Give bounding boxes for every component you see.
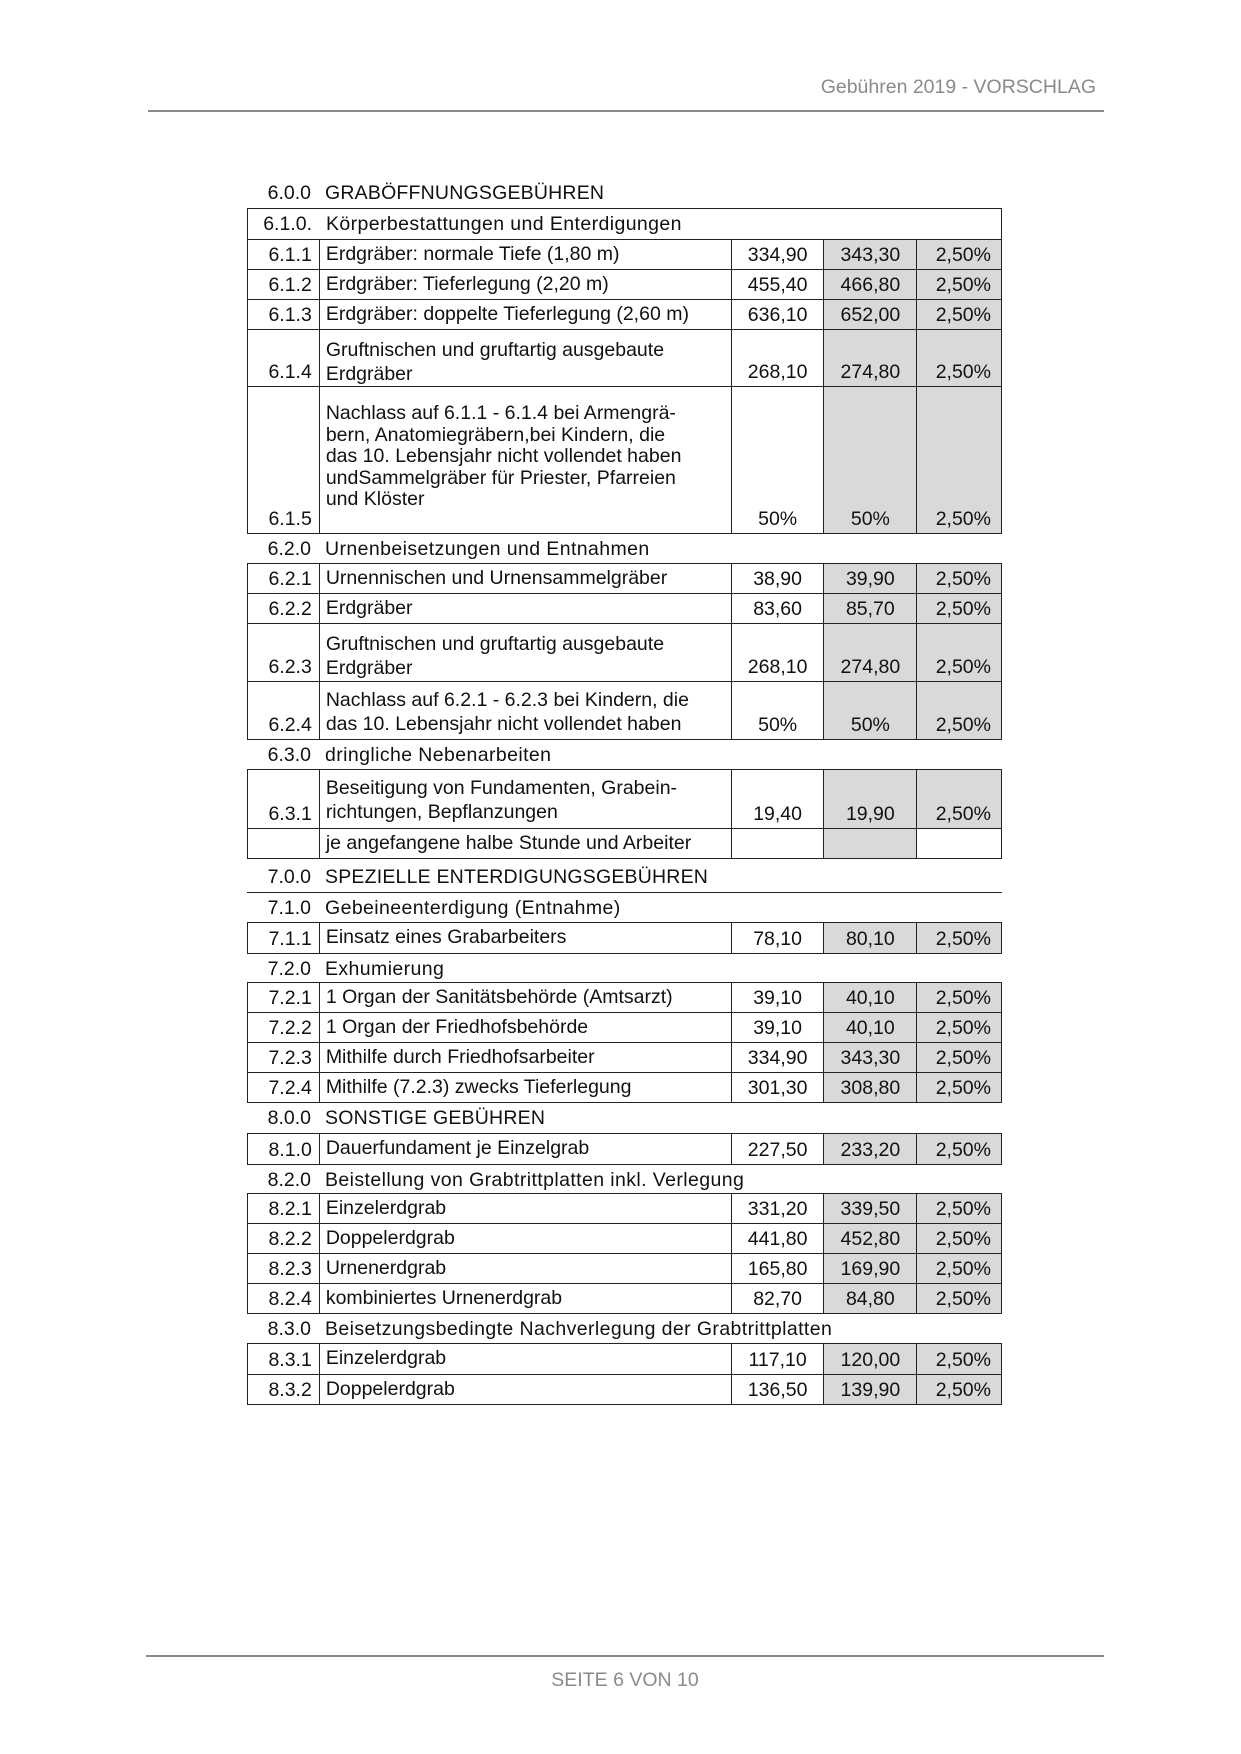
section-number: 6.3.0 bbox=[267, 744, 311, 766]
fee-old: 268,10 bbox=[732, 330, 825, 386]
fee-increase: 2,50% bbox=[917, 387, 1001, 533]
table-row bbox=[247, 240, 1002, 270]
table-row bbox=[247, 1013, 1002, 1043]
section-heading bbox=[247, 893, 1002, 922]
section-title: dringliche Nebenarbeiten bbox=[325, 744, 552, 766]
fee-new: 120,00 bbox=[824, 1344, 917, 1374]
fee-new: 40,10 bbox=[824, 1013, 917, 1042]
fee-new: 139,90 bbox=[824, 1375, 917, 1404]
section-number: 6.0.0 bbox=[267, 182, 311, 204]
item-description: 1 Organ der Friedhofsbehörde bbox=[320, 1013, 732, 1042]
item-number: 6.1.5 bbox=[248, 387, 320, 533]
fee-new: 652,00 bbox=[824, 300, 917, 329]
page-header bbox=[148, 72, 1104, 112]
fee-new: 85,70 bbox=[824, 594, 917, 623]
fee-increase: 2,50% bbox=[917, 300, 1001, 329]
fee-old: 19,40 bbox=[732, 770, 825, 828]
item-number: 6.3.1 bbox=[248, 770, 320, 828]
fee-increase: 2,50% bbox=[917, 923, 1001, 953]
item-number: 6.2.2 bbox=[248, 594, 320, 623]
section-title: SONSTIGE GEBÜHREN bbox=[325, 1107, 546, 1129]
fee-new: 80,10 bbox=[824, 923, 917, 953]
fee-old: 39,10 bbox=[732, 983, 825, 1012]
fee-increase bbox=[917, 829, 1001, 858]
fee-increase: 2,50% bbox=[917, 1224, 1001, 1253]
item-description: Nachlass auf 6.2.1 - 6.2.3 bei Kindern, die das 10. Lebensjahr nicht vollendet haben bbox=[320, 682, 732, 739]
item-description: 1 Organ der Sanitätsbehörde (Amtsarzt) bbox=[320, 983, 732, 1012]
section-heading bbox=[247, 862, 1002, 892]
item-number: 6.2.3 bbox=[248, 624, 320, 681]
fee-old: 117,10 bbox=[732, 1344, 825, 1374]
fee-increase: 2,50% bbox=[917, 682, 1001, 739]
table-row bbox=[247, 829, 1002, 859]
item-description: Erdgräber bbox=[320, 594, 732, 623]
fee-new: 84,80 bbox=[824, 1284, 917, 1313]
section-number: 6.1.0. bbox=[263, 213, 312, 235]
fee-new: 40,10 bbox=[824, 983, 917, 1012]
table-row bbox=[247, 682, 1002, 740]
item-number: 8.2.3 bbox=[248, 1254, 320, 1283]
page-footer bbox=[146, 1655, 1104, 1691]
section-heading bbox=[247, 208, 1002, 240]
fee-increase: 2,50% bbox=[917, 1284, 1001, 1313]
item-description: Gruftnischen und gruftartig ausgebaute Erdgräber bbox=[320, 624, 732, 681]
table-row bbox=[247, 1073, 1002, 1103]
item-description: Einzelerdgrab bbox=[320, 1344, 732, 1374]
table-row bbox=[247, 330, 1002, 387]
item-number: 6.2.1 bbox=[248, 564, 320, 593]
table-row bbox=[247, 1224, 1002, 1254]
item-description: Gruftnischen und gruftartig ausgebaute Erdgräber bbox=[320, 330, 732, 386]
fee-new bbox=[824, 829, 917, 858]
fee-new: 308,80 bbox=[824, 1073, 917, 1102]
section-number: 8.2.0 bbox=[267, 1169, 311, 1191]
item-number: 6.1.1 bbox=[248, 240, 320, 269]
fee-old: 334,90 bbox=[732, 240, 825, 269]
item-description: Nachlass auf 6.1.1 - 6.1.4 bei Armengrä- bern, Anatomiegräbern,bei Kindern, die das 10. Lebensjahr nicht vollendet haben undSammelgräber für Priester, Pfarreien und Klöster bbox=[320, 387, 732, 533]
table-row bbox=[247, 563, 1002, 594]
table-row bbox=[247, 1193, 1002, 1224]
section-heading bbox=[247, 1103, 1002, 1133]
section-title: Beistellung von Grabtrittplatten inkl. Verlegung bbox=[325, 1169, 745, 1191]
fee-old: 50% bbox=[732, 387, 825, 533]
section-title: Urnenbeisetzungen und Entnahmen bbox=[325, 538, 650, 560]
fee-increase: 2,50% bbox=[917, 1013, 1001, 1042]
item-description: je angefangene halbe Stunde und Arbeiter bbox=[320, 829, 732, 858]
fee-new: 233,20 bbox=[824, 1134, 917, 1164]
table-row bbox=[247, 624, 1002, 682]
item-number bbox=[248, 829, 320, 858]
fee-old: 50% bbox=[732, 682, 825, 739]
fee-old: 636,10 bbox=[732, 300, 825, 329]
section-heading bbox=[247, 534, 1002, 563]
fee-old: 441,80 bbox=[732, 1224, 825, 1253]
item-description: kombiniertes Urnenerdgrab bbox=[320, 1284, 732, 1313]
item-number: 7.2.2 bbox=[248, 1013, 320, 1042]
fee-new: 169,90 bbox=[824, 1254, 917, 1283]
item-number: 6.1.2 bbox=[248, 270, 320, 299]
item-number: 7.1.1 bbox=[248, 923, 320, 953]
item-description: Erdgräber: doppelte Tieferlegung (2,60 m) bbox=[320, 300, 732, 329]
item-number: 8.3.1 bbox=[248, 1344, 320, 1374]
fee-old: 39,10 bbox=[732, 1013, 825, 1042]
fee-increase: 2,50% bbox=[917, 330, 1001, 386]
item-number: 7.2.3 bbox=[248, 1043, 320, 1072]
fee-old: 165,80 bbox=[732, 1254, 825, 1283]
section-heading bbox=[247, 954, 1002, 982]
fee-increase: 2,50% bbox=[917, 1375, 1001, 1404]
fee-new: 339,50 bbox=[824, 1194, 917, 1223]
item-number: 7.2.4 bbox=[248, 1073, 320, 1102]
table-row bbox=[247, 1043, 1002, 1073]
table-row bbox=[247, 769, 1002, 829]
table-row bbox=[247, 1375, 1002, 1405]
fee-increase: 2,50% bbox=[917, 1194, 1001, 1223]
fee-old: 82,70 bbox=[732, 1284, 825, 1313]
section-heading bbox=[247, 740, 1002, 769]
section-heading bbox=[247, 182, 1002, 208]
item-description: Urnenerdgrab bbox=[320, 1254, 732, 1283]
fee-new: 50% bbox=[824, 387, 917, 533]
item-description: Beseitigung von Fundamenten, Grabein- richtungen, Bepflanzungen bbox=[320, 770, 732, 828]
table-row bbox=[247, 300, 1002, 330]
table-row bbox=[247, 1254, 1002, 1284]
fee-new: 466,80 bbox=[824, 270, 917, 299]
section-title: Körperbestattungen und Enterdigungen bbox=[326, 213, 682, 235]
item-number: 8.2.2 bbox=[248, 1224, 320, 1253]
item-description: Mithilfe (7.2.3) zwecks Tieferlegung bbox=[320, 1073, 732, 1102]
fee-new: 452,80 bbox=[824, 1224, 917, 1253]
item-description: Einzelerdgrab bbox=[320, 1194, 732, 1223]
section-title: Gebeineenterdigung (Entnahme) bbox=[325, 897, 621, 919]
fee-increase: 2,50% bbox=[917, 1254, 1001, 1283]
fee-old: 334,90 bbox=[732, 1043, 825, 1072]
table-row bbox=[247, 270, 1002, 300]
item-description: Dauerfundament je Einzelgrab bbox=[320, 1134, 732, 1164]
item-description: Urnennischen und Urnensammelgräber bbox=[320, 564, 732, 593]
section-title: Exhumierung bbox=[325, 958, 445, 980]
item-description: Doppelerdgrab bbox=[320, 1375, 732, 1404]
item-number: 6.1.3 bbox=[248, 300, 320, 329]
section-number: 6.2.0 bbox=[267, 538, 311, 560]
table-row bbox=[247, 1343, 1002, 1375]
table-row bbox=[247, 387, 1002, 534]
fee-new: 343,30 bbox=[824, 1043, 917, 1072]
fee-increase: 2,50% bbox=[917, 594, 1001, 623]
item-description: Einsatz eines Grabarbeiters bbox=[320, 923, 732, 953]
table-row bbox=[247, 594, 1002, 624]
fee-new: 274,80 bbox=[824, 330, 917, 386]
fee-increase: 2,50% bbox=[917, 983, 1001, 1012]
item-number: 6.1.4 bbox=[248, 330, 320, 386]
table-row bbox=[247, 1133, 1002, 1165]
section-title: SPEZIELLE ENTERDIGUNGSGEBÜHREN bbox=[325, 866, 709, 888]
item-description: Mithilfe durch Friedhofsarbeiter bbox=[320, 1043, 732, 1072]
item-description: Doppelerdgrab bbox=[320, 1224, 732, 1253]
fee-new: 50% bbox=[824, 682, 917, 739]
fee-old: 268,10 bbox=[732, 624, 825, 681]
fee-table bbox=[247, 182, 1002, 1405]
section-number: 7.2.0 bbox=[267, 958, 311, 980]
fee-increase: 2,50% bbox=[917, 270, 1001, 299]
section-heading bbox=[247, 1314, 1002, 1343]
item-description: Erdgräber: normale Tiefe (1,80 m) bbox=[320, 240, 732, 269]
table-row bbox=[247, 922, 1002, 954]
fee-old: 83,60 bbox=[732, 594, 825, 623]
fee-old: 136,50 bbox=[732, 1375, 825, 1404]
section-number: 8.0.0 bbox=[267, 1107, 311, 1129]
table-row bbox=[247, 1284, 1002, 1314]
fee-increase: 2,50% bbox=[917, 564, 1001, 593]
item-number: 8.2.4 bbox=[248, 1284, 320, 1313]
fee-increase: 2,50% bbox=[917, 1134, 1001, 1164]
page-number: SEITE 6 VON 10 bbox=[551, 1669, 699, 1691]
section-heading bbox=[247, 1165, 1002, 1193]
fee-new: 39,90 bbox=[824, 564, 917, 593]
item-number: 8.3.2 bbox=[248, 1375, 320, 1404]
fee-old: 331,20 bbox=[732, 1194, 825, 1223]
fee-old bbox=[732, 829, 825, 858]
fee-old: 301,30 bbox=[732, 1073, 825, 1102]
fee-old: 227,50 bbox=[732, 1134, 825, 1164]
item-number: 8.2.1 bbox=[248, 1194, 320, 1223]
fee-new: 274,80 bbox=[824, 624, 917, 681]
fee-increase: 2,50% bbox=[917, 624, 1001, 681]
item-number: 8.1.0 bbox=[248, 1134, 320, 1164]
fee-old: 38,90 bbox=[732, 564, 825, 593]
fee-new: 343,30 bbox=[824, 240, 917, 269]
section-title: GRABÖFFNUNGSGEBÜHREN bbox=[325, 182, 605, 204]
document-title: Gebühren 2019 - VORSCHLAG bbox=[820, 76, 1096, 98]
fee-old: 78,10 bbox=[732, 923, 825, 953]
fee-increase: 2,50% bbox=[917, 240, 1001, 269]
item-number: 7.2.1 bbox=[248, 983, 320, 1012]
section-title: Beisetzungsbedingte Nachverlegung der Grabtrittplatten bbox=[325, 1318, 833, 1340]
fee-increase: 2,50% bbox=[917, 1344, 1001, 1374]
item-number: 6.2.4 bbox=[248, 682, 320, 739]
fee-old: 455,40 bbox=[732, 270, 825, 299]
section-number: 7.1.0 bbox=[267, 897, 311, 919]
table-row bbox=[247, 982, 1002, 1013]
fee-new: 19,90 bbox=[824, 770, 917, 828]
fee-increase: 2,50% bbox=[917, 1043, 1001, 1072]
item-description: Erdgräber: Tieferlegung (2,20 m) bbox=[320, 270, 732, 299]
section-number: 7.0.0 bbox=[267, 866, 311, 888]
section-number: 8.3.0 bbox=[267, 1318, 311, 1340]
fee-increase: 2,50% bbox=[917, 770, 1001, 828]
fee-increase: 2,50% bbox=[917, 1073, 1001, 1102]
